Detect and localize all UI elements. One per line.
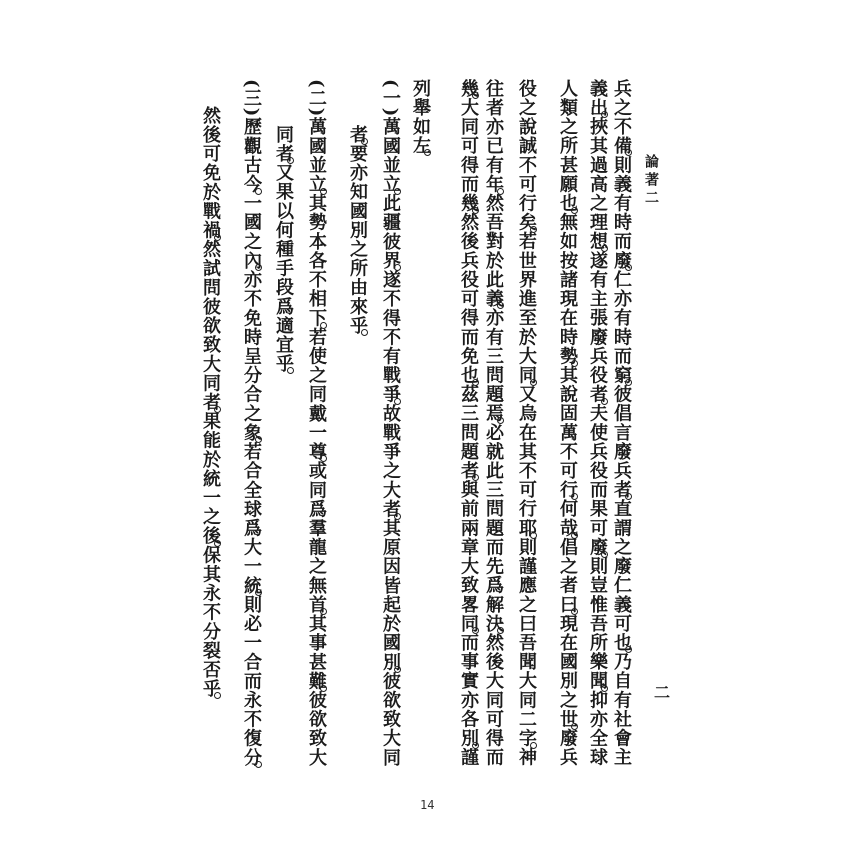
folio-mark: 二 (654, 683, 671, 702)
page-number: 14 (420, 798, 435, 812)
text-column: 役之說誠不可行矣若世界進至於大同又烏在其不可行耶則謹應之曰吾聞大同二字神 (516, 79, 537, 767)
text-column: 兵之不備則義有時而廢仁亦有時而窮彼倡言廢兵者直謂之廢仁義可也乃自有社會主 (611, 79, 632, 767)
list-item-3: (三)歷觀古今一國之內亦不免時呈分合之象若合全球爲大一統則必一合而永不復分 (241, 79, 262, 768)
text-column: 幾大同可得而幾然後兵役可得而免也茲三問題者與前兩章大致畧同而事實亦各別謹 (458, 79, 479, 767)
text-column: 往者亦已有年然吾對於此義亦有三問題焉必就此三問題而先爲解決然後大同可得而 (483, 79, 504, 767)
text-column: 列舉如左 (410, 79, 431, 156)
list-item-1: (一)萬國並立此疆彼界遂不得不有戰爭故戰爭之大者其原因皆起於國別彼欲致大同 (380, 79, 401, 768)
list-item-2: (二)萬國並立其勢本各不相下若使之同戴一尊或同爲羣龍之無首其事甚難彼欲致大 (306, 79, 327, 768)
running-header: 論著二 (643, 154, 659, 208)
list-item-2-continuation: 同者又果以何種手段爲適宜乎 (273, 125, 294, 374)
list-item-1-continuation: 者要亦知國別之所由來乎 (347, 125, 368, 336)
text-column: 人類之所甚願也無如按諸現在時勢其說固萬不可行何哉倡之者曰現在國別之世廢兵 (557, 79, 578, 767)
list-item-3-continuation: 然後可免於戰禍然試問彼欲致大同者果能於統一之後保其永不分裂否乎 (200, 106, 221, 699)
text-column: 義出挾其過高之理想遂有主張廢兵役者夫使兵役而果可廢則豈惟吾所樂聞抑亦全球 (587, 79, 608, 767)
